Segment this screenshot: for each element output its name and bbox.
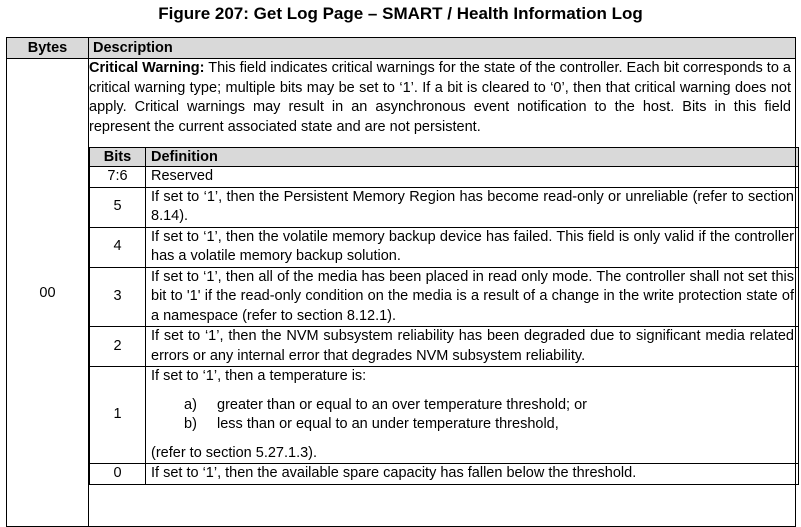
bits-header-row bbox=[90, 148, 799, 167]
field-text: This field indicates critical warnings for the state of the controller. Each bit corresponds to a critical warning type; multiple bits may be set to ‘1’. If a bit is cleared to ‘0’, then that critical warning does not apply. Critical warnings may result in an asynchronous event notification to the host. Bits in this field represent the current associated state and are not persistent. bbox=[89, 60, 791, 135]
temperature-list bbox=[151, 396, 794, 435]
bits-header: Bits bbox=[90, 148, 146, 167]
definition-intro: If set to ‘1’, then a temperature is: bbox=[151, 368, 367, 384]
bits-value: 7:6 bbox=[90, 167, 146, 188]
definition-outro: (refer to section 5.27.1.3). bbox=[151, 444, 318, 461]
list-text: greater than or equal to an over temperature threshold; or bbox=[217, 396, 587, 413]
bits-row-3 bbox=[90, 267, 799, 327]
list-item bbox=[151, 415, 794, 435]
field-name: Critical Warning: bbox=[89, 60, 205, 76]
table-row bbox=[7, 59, 796, 527]
bits-table bbox=[89, 147, 799, 485]
bits-row-0 bbox=[90, 464, 799, 485]
bits-row-4 bbox=[90, 227, 799, 267]
critical-warning-paragraph bbox=[89, 59, 791, 137]
definition-text: Reserved bbox=[146, 167, 799, 188]
bits-value: 4 bbox=[90, 227, 146, 267]
definition-text: If set to ‘1’, then the Persistent Memory Region has become read-only or unreliable (refer to section 8.14). bbox=[146, 187, 799, 227]
definition-text: If set to ‘1’, then all of the media has been placed in read only mode. The controller shall not set this bit to '1' if the read-only condition on the media is a result of a change in the write protection state of a namespace (refer to section 8.12.1). bbox=[146, 267, 799, 327]
bits-value: 3 bbox=[90, 267, 146, 327]
description-header: Description bbox=[89, 38, 796, 59]
figure-title: Figure 207: Get Log Page – SMART / Health Information Log bbox=[158, 4, 643, 23]
bits-row-5 bbox=[90, 187, 799, 227]
bits-value: 0 bbox=[90, 464, 146, 485]
list-item bbox=[151, 396, 794, 416]
bits-row-1 bbox=[90, 367, 799, 464]
list-marker: b) bbox=[184, 416, 197, 432]
list-text: less than or equal to an under temperature threshold, bbox=[217, 416, 559, 432]
bits-value: 1 bbox=[90, 367, 146, 464]
definition-cell bbox=[146, 367, 799, 464]
bits-row-2 bbox=[90, 327, 799, 367]
bits-row-7-6 bbox=[90, 167, 799, 188]
bytes-header: Bytes bbox=[7, 38, 89, 59]
bytes-value: 00 bbox=[7, 59, 89, 527]
list-marker: a) bbox=[184, 396, 197, 413]
definition-text: If set to ‘1’, then the NVM subsystem reliability has been degraded due to significant media related errors or any internal error that degrades NVM subsystem reliability. bbox=[146, 327, 799, 367]
smart-log-table bbox=[6, 37, 796, 527]
table-header-row bbox=[7, 38, 796, 59]
bits-value: 2 bbox=[90, 327, 146, 367]
definition-header: Definition bbox=[146, 148, 799, 167]
bits-value: 5 bbox=[90, 187, 146, 227]
definition-text: If set to ‘1’, then the volatile memory backup device has failed. This field is only valid if the controller has a volatile memory backup solution. bbox=[146, 227, 799, 267]
definition-text: If set to ‘1’, then the available spare capacity has fallen below the threshold. bbox=[146, 464, 799, 485]
description-cell bbox=[89, 59, 796, 527]
